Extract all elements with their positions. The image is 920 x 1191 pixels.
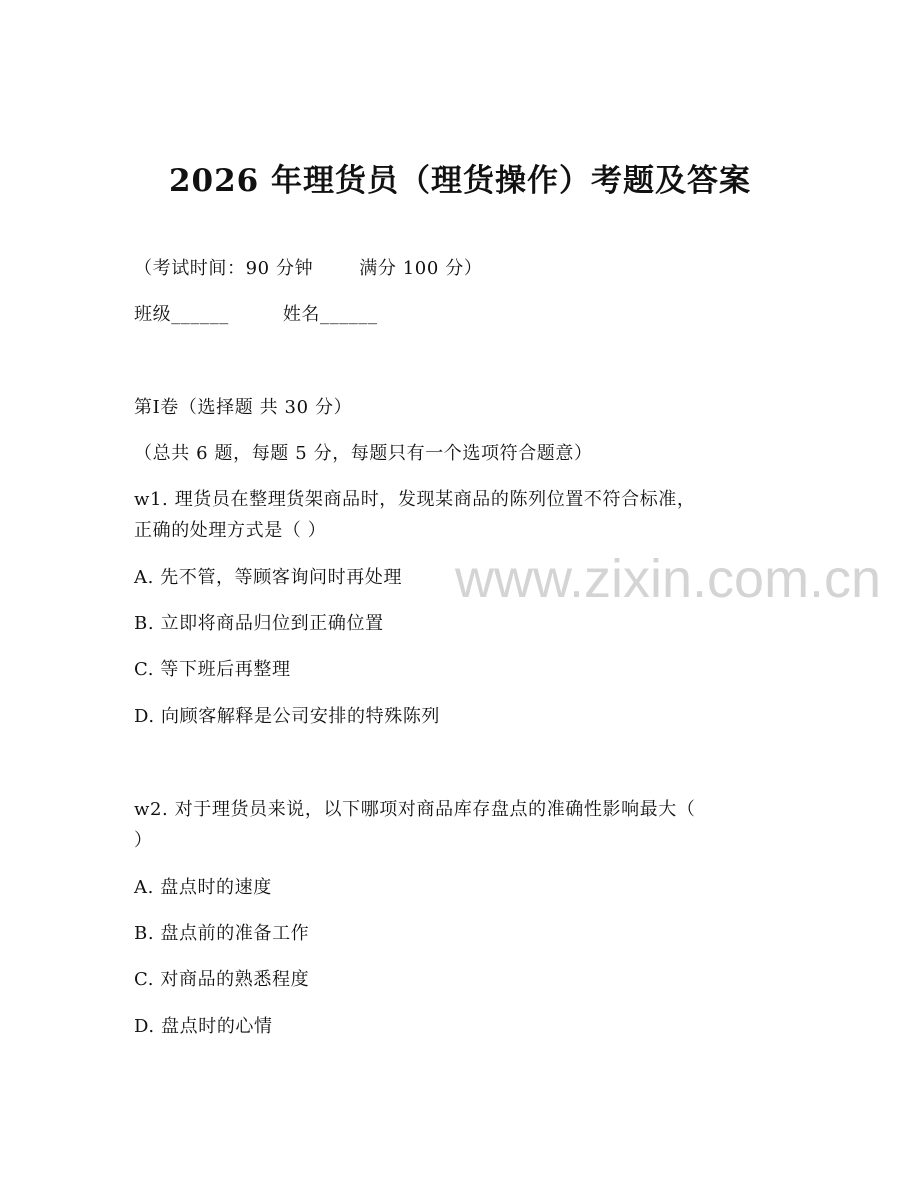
name-field: 姓名______: [282, 304, 378, 325]
exam-time: （考试时间：90 分钟: [134, 258, 314, 279]
question-2-option-c: C. 对商品的熟悉程度: [134, 969, 310, 990]
question-2-stem-line1: w2. 对于理货员来说，以下哪项对商品库存盘点的准确性影响最大（: [134, 799, 696, 820]
class-field: 班级______: [134, 304, 229, 325]
watermark-text: www.zixin.com.cn: [455, 549, 882, 609]
question-1-option-d: D. 向顾客解释是公司安排的特殊陈列: [134, 706, 441, 727]
document-title: 2026 年理货员（理货操作）考题及答案: [168, 163, 752, 199]
exam-info: [134, 254, 482, 280]
question-2-option-d: D. 盘点时的心情: [134, 1016, 273, 1037]
question-2-stem-line2: ）: [134, 830, 153, 851]
exam-full-score: 满分 100 分）: [359, 258, 483, 279]
watermark: [455, 548, 881, 610]
question-1-stem-line1: w1. 理货员在整理货架商品时，发现某商品的陈列位置不符合标准，: [134, 489, 696, 510]
question-1-option-b: B. 立即将商品归位到正确位置: [134, 613, 384, 634]
question-1-stem-line2: 正确的处理方式是（ ）: [134, 520, 327, 541]
question-2-option-b: B. 盘点前的准备工作: [134, 923, 310, 944]
question-1-option-c: C. 等下班后再整理: [134, 659, 291, 680]
section-instructions: （总共 6 题，每题 5 分，每题只有一个选项符合题意）: [134, 443, 593, 464]
question-2-option-a: A. 盘点时的速度: [134, 877, 272, 898]
question-1-option-a: A. 先不管，等顾客询问时再处理: [134, 567, 403, 588]
student-fields: [134, 300, 378, 326]
section-heading: 第Ⅰ卷（选择题 共 30 分）: [134, 397, 353, 418]
